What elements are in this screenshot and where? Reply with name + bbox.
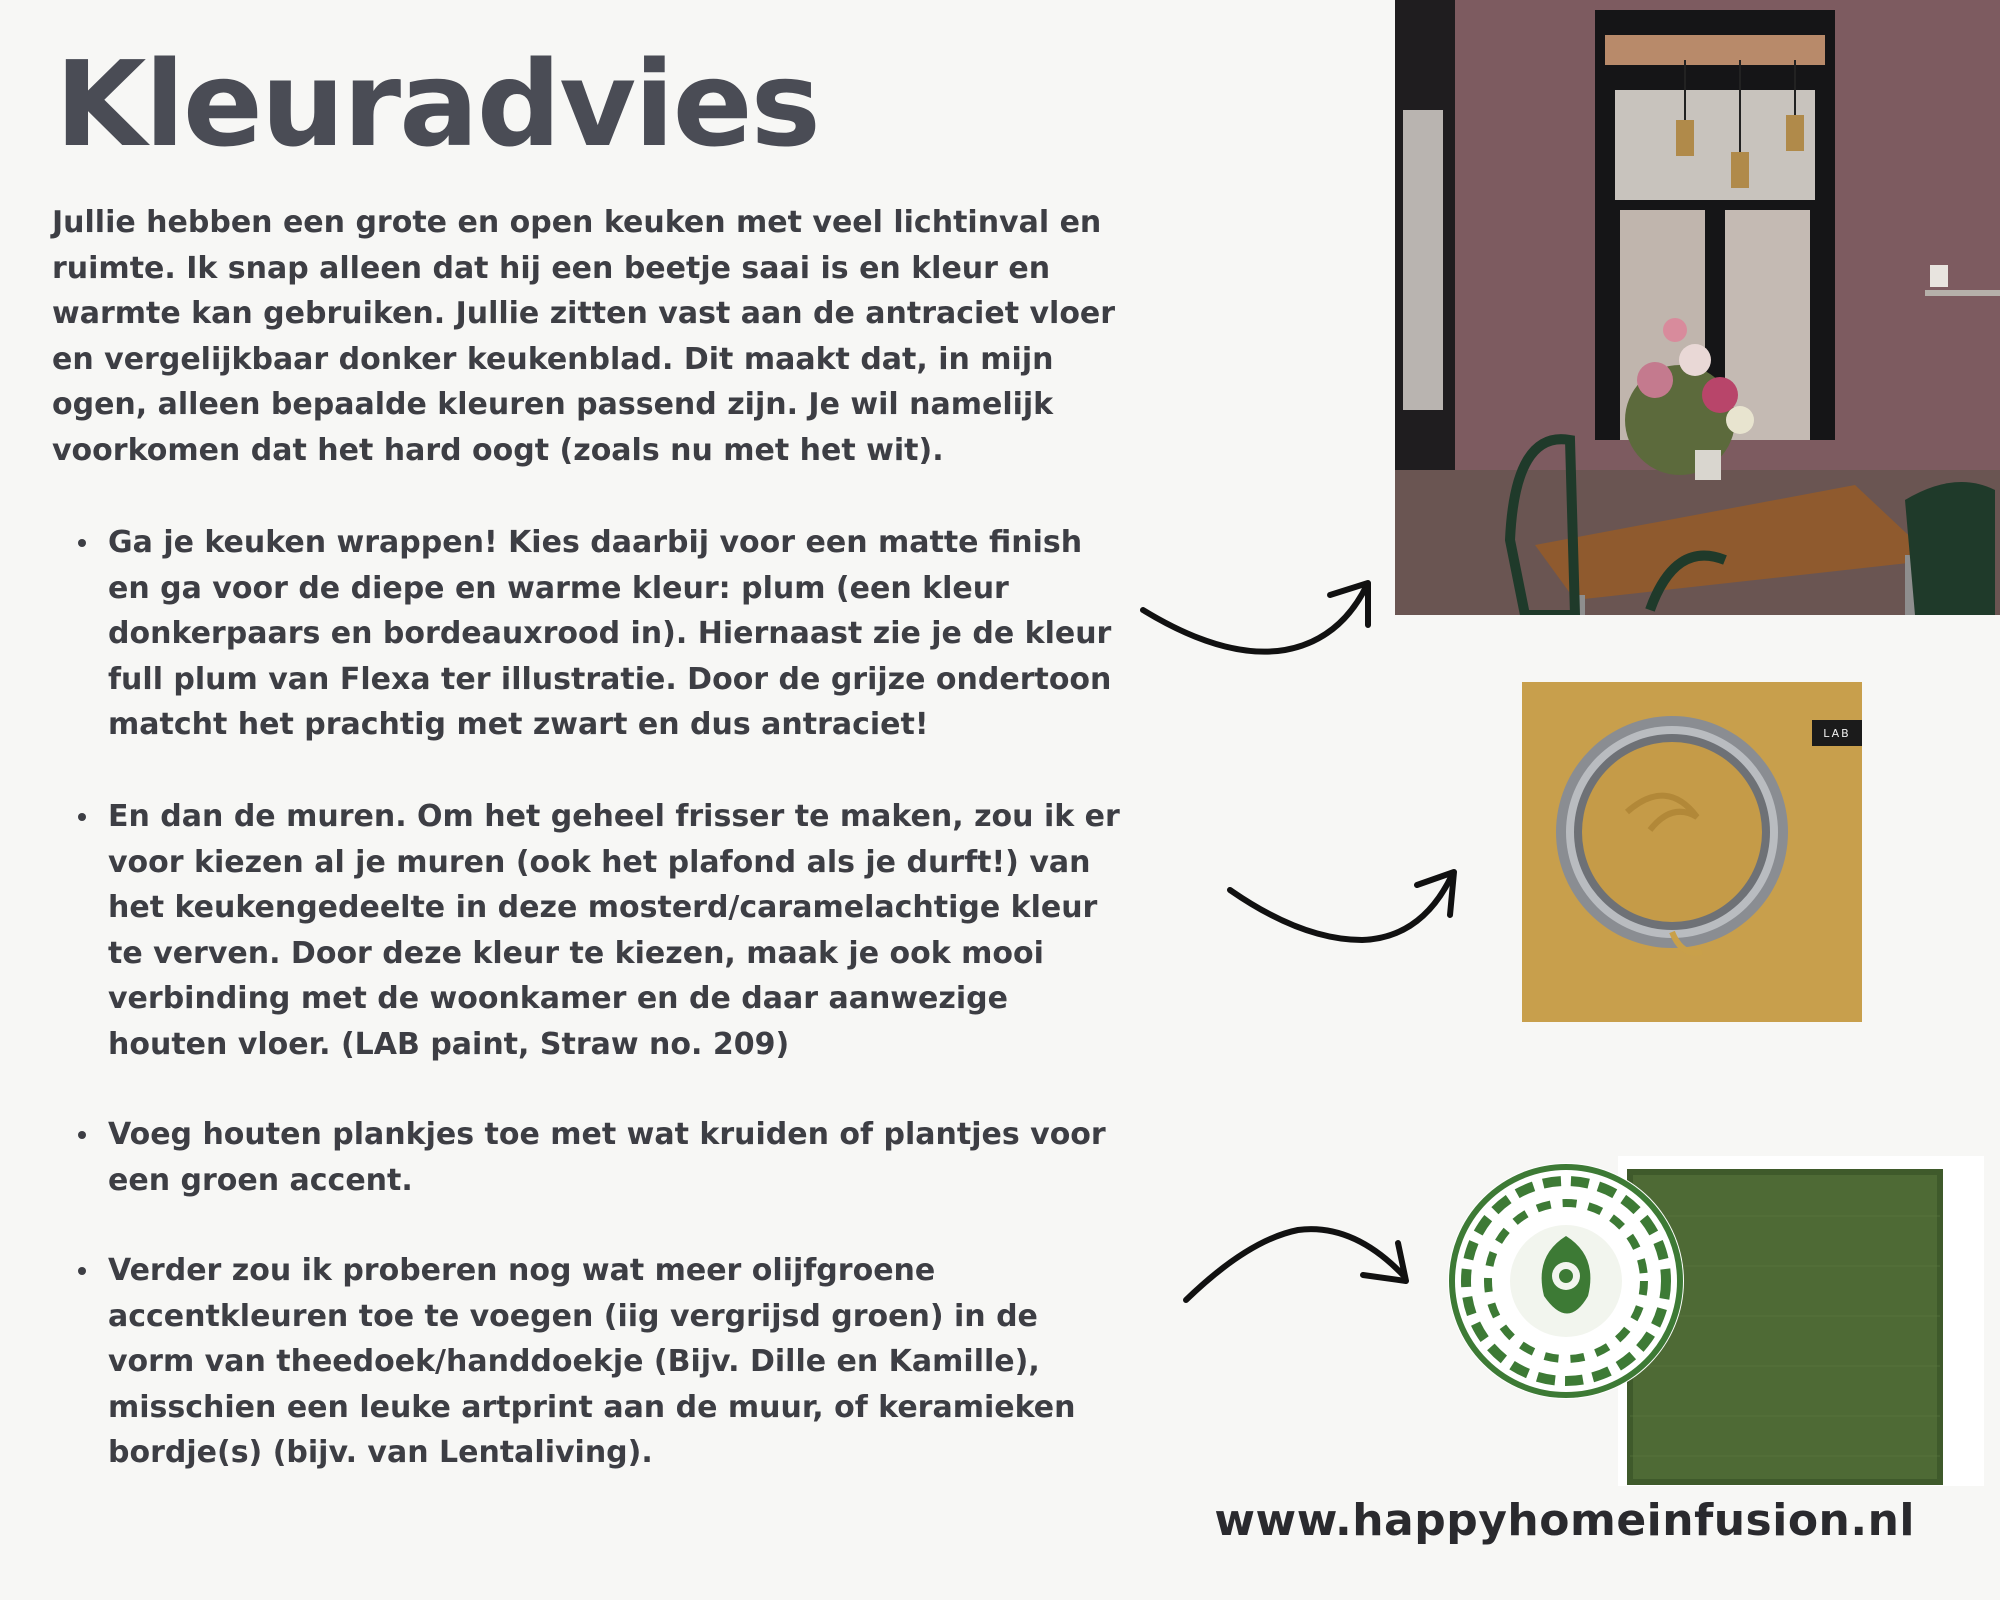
list-item [52, 520, 1132, 748]
intro-paragraph: Jullie hebben een grote en open keuken met veel lichtinval en ruimte. Ik snap alleen dat hij een beetje saai is en kleur en warmte kan gebruiken. Jullie zitten vast aan de antraciet vloer en vergelijkbaar donker keukenblad. Dit maakt dat, in mijn ogen, alleen bepaalde kleuren passend zijn. Je wil namelijk voorkomen dat het hard oogt (zoals nu met het wit). [52, 205, 1116, 468]
arrow-to-paint-can-icon [1222, 860, 1472, 970]
list-item-text: Ga je keuken wrappen! Kies daarbij voor een matte finish en ga voor de diepe en warme kleur: plum (een kleur donkerpaars en bordeauxrood in). Hiernaast zie je de kleur full plum van Flexa ter illustratie. Door de grijze ondertoon matcht het prachtig met zwart en dus antraciet! [108, 525, 1112, 742]
lab-logo-badge: LAB [1812, 720, 1862, 746]
page-title: Kleuradvies [55, 35, 819, 173]
mustard-paint-can-photo [1522, 682, 1862, 1022]
list-item [52, 1112, 1132, 1203]
plum-dining-room-photo [1395, 0, 2000, 615]
arrow-to-accents-photo-icon [1178, 1215, 1418, 1330]
bullet-icon [78, 813, 86, 821]
paint-can-illustration [1522, 682, 1862, 1022]
olive-green-accents-photo [1448, 1156, 1984, 1486]
bullet-icon [78, 539, 86, 547]
plate-and-towel-illustration [1448, 1156, 1984, 1486]
list-item-text: Voeg houten plankjes toe met wat kruiden of plantjes voor een groen accent. [108, 1117, 1106, 1198]
list-item-text: En dan de muren. Om het geheel frisser te maken, zou ik er voor kiezen al je muren (ook het plafond als je durft!) van het keukengedeelte in deze mosterd/caramelachtige kleur te verven. Door deze kleur te kiezen, maak je ook mooi verbinding met de woonkamer en de daar aanwezige houten vloer. (LAB paint, Straw no. 209) [108, 799, 1120, 1062]
bullet-icon [78, 1131, 86, 1139]
dining-room-illustration [1395, 0, 2000, 615]
list-item [52, 794, 1132, 1067]
arrow-to-dining-photo-icon [1135, 565, 1385, 675]
list-item-text: Verder zou ik proberen nog wat meer olijfgroene accentkleuren toe te voegen (iig vergrijsd groen) in de vorm van theedoek/handdoekje (Bijv. Dille en Kamille), misschien een leuke artprint aan de muur, of keramieken bordje(s) (bijv. van Lentaliving). [108, 1253, 1076, 1470]
list-item [52, 1248, 1132, 1476]
website-link[interactable]: www.happyhomeinfusion.nl [1214, 1495, 1915, 1546]
bullet-icon [78, 1267, 86, 1275]
